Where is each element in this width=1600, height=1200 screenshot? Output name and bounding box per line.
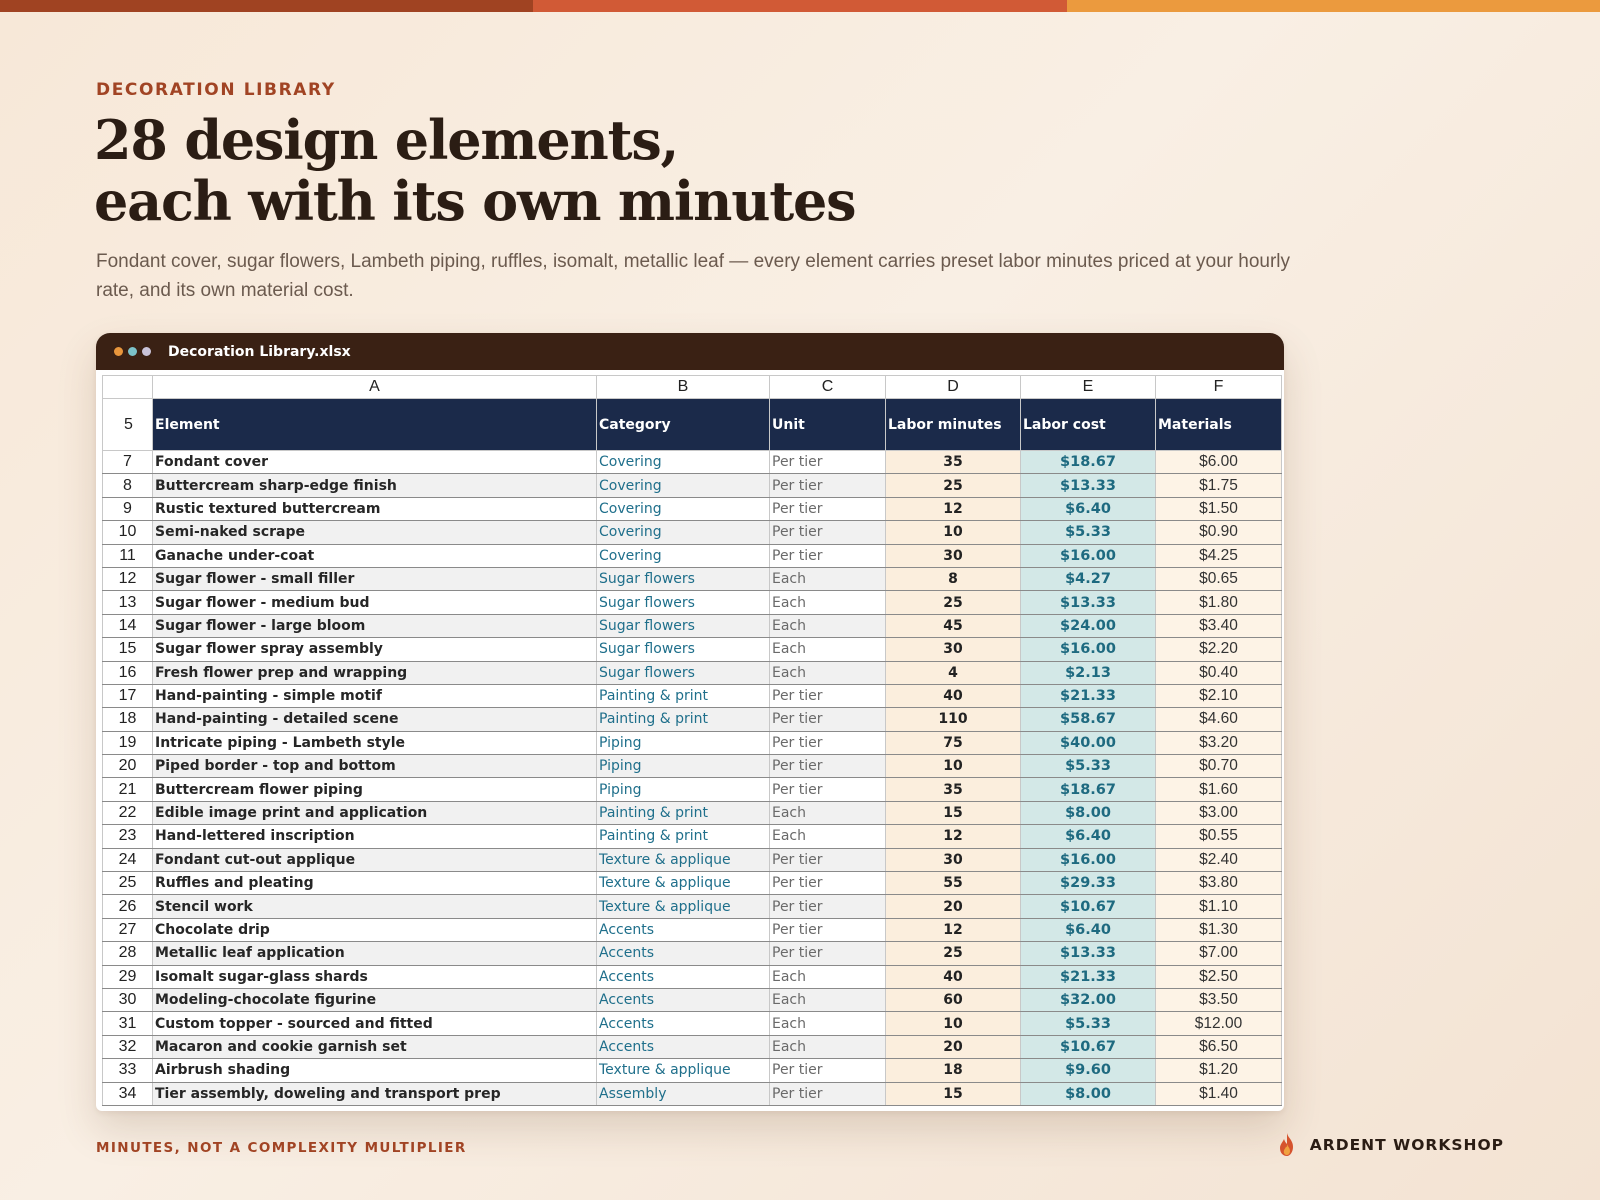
row-number[interactable]: 15	[103, 638, 153, 661]
table-row	[103, 872, 1282, 895]
cell-labor-minutes[interactable]: 60	[886, 988, 1021, 1011]
row-number[interactable]: 8	[103, 474, 153, 497]
cell-element[interactable]: Sugar flower - large bloom	[153, 614, 597, 637]
table-row	[103, 497, 1282, 520]
row-number[interactable]: 11	[103, 544, 153, 567]
header-category[interactable]: Category	[597, 399, 770, 451]
header-labor-cost[interactable]: Labor cost	[1021, 399, 1156, 451]
cell-labor-cost[interactable]: $32.00	[1021, 988, 1156, 1011]
table-row	[103, 778, 1282, 801]
cell-labor-minutes[interactable]: 25	[886, 474, 1021, 497]
cell-materials[interactable]: $1.20	[1156, 1059, 1282, 1082]
cell-labor-cost[interactable]: $24.00	[1021, 614, 1156, 637]
cell-element[interactable]: Intricate piping - Lambeth style	[153, 731, 597, 754]
cell-labor-cost[interactable]: $6.40	[1021, 497, 1156, 520]
cell-labor-cost[interactable]: $13.33	[1021, 942, 1156, 965]
cell-materials[interactable]: $6.50	[1156, 1035, 1282, 1058]
cell-materials[interactable]: $1.60	[1156, 778, 1282, 801]
row-number[interactable]: 27	[103, 918, 153, 941]
cell-unit[interactable]: Per tier	[770, 544, 886, 567]
cell-labor-cost[interactable]: $21.33	[1021, 965, 1156, 988]
cell-element[interactable]: Piped border - top and bottom	[153, 755, 597, 778]
cell-labor-cost[interactable]: $16.00	[1021, 848, 1156, 871]
cell-labor-cost[interactable]: $4.27	[1021, 567, 1156, 590]
table-row	[103, 918, 1282, 941]
row-number[interactable]: 10	[103, 521, 153, 544]
table-row	[103, 591, 1282, 614]
cell-unit[interactable]: Per tier	[770, 474, 886, 497]
cell-unit[interactable]: Per tier	[770, 451, 886, 474]
cell-labor-minutes[interactable]: 20	[886, 895, 1021, 918]
cell-category[interactable]: Texture & applique	[597, 1059, 770, 1082]
header-labor-minutes[interactable]: Labor minutes	[886, 399, 1021, 451]
cell-materials[interactable]: $6.00	[1156, 451, 1282, 474]
table-row	[103, 708, 1282, 731]
cell-element[interactable]: Sugar flower - medium bud	[153, 591, 597, 614]
cell-category[interactable]: Accents	[597, 1035, 770, 1058]
cell-labor-cost[interactable]: $40.00	[1021, 731, 1156, 754]
table-row	[103, 544, 1282, 567]
cell-labor-cost[interactable]: $2.13	[1021, 661, 1156, 684]
section-eyebrow: DECORATION LIBRARY	[96, 80, 336, 100]
row-number[interactable]: 34	[103, 1082, 153, 1105]
cell-labor-cost[interactable]: $13.33	[1021, 591, 1156, 614]
cell-unit[interactable]: Each	[770, 965, 886, 988]
cell-element[interactable]: Stencil work	[153, 895, 597, 918]
cell-materials[interactable]: $2.20	[1156, 638, 1282, 661]
accent-segment-3	[1067, 0, 1600, 12]
cell-element[interactable]: Buttercream flower piping	[153, 778, 597, 801]
cell-category[interactable]: Assembly	[597, 1082, 770, 1105]
cell-materials[interactable]: $4.60	[1156, 708, 1282, 731]
cell-unit[interactable]: Per tier	[770, 918, 886, 941]
cell-unit[interactable]: Per tier	[770, 942, 886, 965]
cell-category[interactable]: Painting & print	[597, 825, 770, 848]
cell-element[interactable]: Fresh flower prep and wrapping	[153, 661, 597, 684]
row-number[interactable]: 26	[103, 895, 153, 918]
cell-labor-cost[interactable]: $10.67	[1021, 1035, 1156, 1058]
row-number[interactable]: 7	[103, 451, 153, 474]
cell-unit[interactable]: Per tier	[770, 521, 886, 544]
cell-category[interactable]: Sugar flowers	[597, 638, 770, 661]
cell-unit[interactable]: Each	[770, 801, 886, 824]
cell-unit[interactable]: Each	[770, 638, 886, 661]
cell-unit[interactable]: Per tier	[770, 848, 886, 871]
cell-unit[interactable]: Each	[770, 591, 886, 614]
cell-unit[interactable]: Each	[770, 825, 886, 848]
cell-unit[interactable]: Each	[770, 1035, 886, 1058]
cell-labor-minutes[interactable]: 55	[886, 872, 1021, 895]
row-number[interactable]: 12	[103, 567, 153, 590]
cell-labor-minutes[interactable]: 10	[886, 521, 1021, 544]
table-row	[103, 1012, 1282, 1035]
top-accent-bar	[0, 0, 1600, 12]
header-unit[interactable]: Unit	[770, 399, 886, 451]
cell-labor-minutes[interactable]: 40	[886, 965, 1021, 988]
column-header-a[interactable]: A	[153, 376, 597, 399]
row-number[interactable]: 25	[103, 872, 153, 895]
table-header-row	[103, 399, 1282, 451]
cell-labor-minutes[interactable]: 18	[886, 1059, 1021, 1082]
table-row	[103, 1082, 1282, 1105]
cell-materials[interactable]: $2.10	[1156, 684, 1282, 707]
row-number[interactable]: 28	[103, 942, 153, 965]
cell-element[interactable]: Sugar flower spray assembly	[153, 638, 597, 661]
brand-mark[interactable]	[1275, 1132, 1504, 1158]
row-number[interactable]: 9	[103, 497, 153, 520]
row-number[interactable]: 29	[103, 965, 153, 988]
cell-category[interactable]: Painting & print	[597, 801, 770, 824]
cell-labor-minutes[interactable]: 10	[886, 1012, 1021, 1035]
row-number[interactable]: 32	[103, 1035, 153, 1058]
header-materials[interactable]: Materials	[1156, 399, 1282, 451]
cell-element[interactable]: Hand-painting - detailed scene	[153, 708, 597, 731]
title-line-2: each with its own minutes	[94, 169, 856, 233]
cell-element[interactable]: Metallic leaf application	[153, 942, 597, 965]
cell-category[interactable]: Sugar flowers	[597, 614, 770, 637]
cell-materials[interactable]: $1.50	[1156, 497, 1282, 520]
row-number[interactable]: 24	[103, 848, 153, 871]
cell-unit[interactable]: Per tier	[770, 778, 886, 801]
row-number[interactable]: 22	[103, 801, 153, 824]
table-row	[103, 614, 1282, 637]
cell-category[interactable]: Accents	[597, 988, 770, 1011]
cell-category[interactable]: Piping	[597, 778, 770, 801]
cell-element[interactable]: Ruffles and pleating	[153, 872, 597, 895]
cell-labor-cost[interactable]: $18.67	[1021, 778, 1156, 801]
cell-labor-minutes[interactable]: 15	[886, 801, 1021, 824]
row-number[interactable]: 19	[103, 731, 153, 754]
cell-unit[interactable]: Per tier	[770, 731, 886, 754]
cell-materials[interactable]: $1.75	[1156, 474, 1282, 497]
cell-category[interactable]: Covering	[597, 451, 770, 474]
row-number[interactable]: 13	[103, 591, 153, 614]
cell-labor-cost[interactable]: $10.67	[1021, 895, 1156, 918]
cell-unit[interactable]: Per tier	[770, 872, 886, 895]
cell-materials[interactable]: $7.00	[1156, 942, 1282, 965]
cell-materials[interactable]: $3.50	[1156, 988, 1282, 1011]
cell-labor-minutes[interactable]: 30	[886, 848, 1021, 871]
cell-element[interactable]: Semi-naked scrape	[153, 521, 597, 544]
cell-materials[interactable]: $3.00	[1156, 801, 1282, 824]
cell-labor-cost[interactable]: $6.40	[1021, 825, 1156, 848]
cell-element[interactable]: Fondant cut-out applique	[153, 848, 597, 871]
cell-unit[interactable]: Per tier	[770, 755, 886, 778]
footer-tagline: MINUTES, NOT A COMPLEXITY MULTIPLIER	[96, 1140, 467, 1156]
cell-materials[interactable]: $2.50	[1156, 965, 1282, 988]
table-row	[103, 521, 1282, 544]
cell-category[interactable]: Painting & print	[597, 708, 770, 731]
cell-element[interactable]: Ganache under-coat	[153, 544, 597, 567]
cell-unit[interactable]: Per tier	[770, 1059, 886, 1082]
cell-category[interactable]: Sugar flowers	[597, 567, 770, 590]
table-row	[103, 684, 1282, 707]
column-header-f[interactable]: F	[1156, 376, 1282, 399]
cell-materials[interactable]: $0.65	[1156, 567, 1282, 590]
cell-materials[interactable]: $3.80	[1156, 872, 1282, 895]
cell-unit[interactable]: Each	[770, 661, 886, 684]
cell-labor-cost[interactable]: $13.33	[1021, 474, 1156, 497]
table-row	[103, 988, 1282, 1011]
cell-labor-cost[interactable]: $21.33	[1021, 684, 1156, 707]
cell-element[interactable]: Edible image print and application	[153, 801, 597, 824]
cell-labor-minutes[interactable]: 12	[886, 497, 1021, 520]
cell-element[interactable]: Custom topper - sourced and fitted	[153, 1012, 597, 1035]
cell-labor-minutes[interactable]: 110	[886, 708, 1021, 731]
cell-labor-minutes[interactable]: 75	[886, 731, 1021, 754]
cell-materials[interactable]: $4.25	[1156, 544, 1282, 567]
cell-materials[interactable]: $12.00	[1156, 1012, 1282, 1035]
cell-materials[interactable]: $0.70	[1156, 755, 1282, 778]
cell-materials[interactable]: $1.30	[1156, 918, 1282, 941]
column-header-e[interactable]: E	[1021, 376, 1156, 399]
cell-labor-minutes[interactable]: 4	[886, 661, 1021, 684]
cell-materials[interactable]: $0.90	[1156, 521, 1282, 544]
cell-materials[interactable]: $1.10	[1156, 895, 1282, 918]
cell-materials[interactable]: $0.40	[1156, 661, 1282, 684]
cell-element[interactable]: Isomalt sugar-glass shards	[153, 965, 597, 988]
row-number[interactable]: 17	[103, 684, 153, 707]
page-title	[94, 110, 1294, 232]
cell-labor-minutes[interactable]: 30	[886, 638, 1021, 661]
cell-category[interactable]: Texture & applique	[597, 895, 770, 918]
cell-category[interactable]: Covering	[597, 474, 770, 497]
cell-element[interactable]: Fondant cover	[153, 451, 597, 474]
flame-icon	[1275, 1132, 1299, 1158]
table-row	[103, 451, 1282, 474]
cell-unit[interactable]: Each	[770, 614, 886, 637]
cell-labor-minutes[interactable]: 10	[886, 755, 1021, 778]
page-subtitle: Fondant cover, sugar flowers, Lambeth piping, ruffles, isomalt, metallic leaf — every element carries preset labor minutes priced at your hourly rate, and its own material cost.	[96, 251, 1291, 301]
row-number[interactable]: 18	[103, 708, 153, 731]
cell-element[interactable]: Buttercream sharp-edge finish	[153, 474, 597, 497]
table-row	[103, 895, 1282, 918]
header-element[interactable]: Element	[153, 399, 597, 451]
cell-labor-cost[interactable]: $6.40	[1021, 918, 1156, 941]
cell-unit[interactable]: Each	[770, 1012, 886, 1035]
cell-unit[interactable]: Each	[770, 567, 886, 590]
cell-labor-minutes[interactable]: 40	[886, 684, 1021, 707]
window-dot-teal-icon[interactable]	[128, 347, 137, 356]
cell-unit[interactable]: Per tier	[770, 497, 886, 520]
cell-category[interactable]: Painting & print	[597, 684, 770, 707]
cell-labor-cost[interactable]: $8.00	[1021, 1082, 1156, 1105]
table-body	[103, 451, 1282, 1106]
cell-element[interactable]: Tier assembly, doweling and transport prep	[153, 1082, 597, 1105]
table-row	[103, 731, 1282, 754]
cell-labor-cost[interactable]: $9.60	[1021, 1059, 1156, 1082]
row-number[interactable]: 14	[103, 614, 153, 637]
table-row	[103, 474, 1282, 497]
cell-materials[interactable]: $1.40	[1156, 1082, 1282, 1105]
window-filename: Decoration Library.xlsx	[168, 343, 351, 360]
table-row	[103, 801, 1282, 824]
table-row	[103, 638, 1282, 661]
cell-category[interactable]: Texture & applique	[597, 848, 770, 871]
cell-labor-minutes[interactable]: 25	[886, 591, 1021, 614]
cell-category[interactable]: Texture & applique	[597, 872, 770, 895]
table-row	[103, 965, 1282, 988]
cell-materials[interactable]: $3.20	[1156, 731, 1282, 754]
cell-category[interactable]: Accents	[597, 1012, 770, 1035]
cell-category[interactable]: Covering	[597, 544, 770, 567]
cell-element[interactable]: Sugar flower - small filler	[153, 567, 597, 590]
column-letter-row	[103, 376, 1282, 399]
cell-category[interactable]: Piping	[597, 755, 770, 778]
table-row	[103, 825, 1282, 848]
column-header-b[interactable]: B	[597, 376, 770, 399]
title-line-1: 28 design elements,	[94, 108, 679, 172]
row-number[interactable]: 23	[103, 825, 153, 848]
decoration-table	[102, 375, 1282, 1106]
cell-labor-minutes[interactable]: 30	[886, 544, 1021, 567]
table-row	[103, 848, 1282, 871]
window-dot-lilac-icon[interactable]	[142, 347, 151, 356]
row-number[interactable]: 20	[103, 755, 153, 778]
accent-segment-1	[0, 0, 533, 12]
cell-element[interactable]: Chocolate drip	[153, 918, 597, 941]
cell-element[interactable]: Hand-lettered inscription	[153, 825, 597, 848]
cell-element[interactable]: Airbrush shading	[153, 1059, 597, 1082]
table-row	[103, 755, 1282, 778]
cell-labor-minutes[interactable]: 35	[886, 451, 1021, 474]
table-row	[103, 661, 1282, 684]
row-number[interactable]: 30	[103, 988, 153, 1011]
row-number[interactable]: 21	[103, 778, 153, 801]
cell-category[interactable]: Accents	[597, 918, 770, 941]
cell-labor-cost[interactable]: $5.33	[1021, 521, 1156, 544]
table-row	[103, 567, 1282, 590]
cell-labor-cost[interactable]: $29.33	[1021, 872, 1156, 895]
cell-labor-minutes[interactable]: 25	[886, 942, 1021, 965]
cell-labor-cost[interactable]: $18.67	[1021, 451, 1156, 474]
cell-labor-cost[interactable]: $8.00	[1021, 801, 1156, 824]
brand-name: ARDENT WORKSHOP	[1309, 1136, 1504, 1154]
cell-labor-minutes[interactable]: 35	[886, 778, 1021, 801]
table-row	[103, 1035, 1282, 1058]
cell-element[interactable]: Hand-painting - simple motif	[153, 684, 597, 707]
row-number[interactable]: 33	[103, 1059, 153, 1082]
cell-labor-minutes[interactable]: 12	[886, 918, 1021, 941]
cell-category[interactable]: Covering	[597, 497, 770, 520]
accent-segment-2	[533, 0, 1066, 12]
cell-labor-minutes[interactable]: 15	[886, 1082, 1021, 1105]
cell-unit[interactable]: Per tier	[770, 708, 886, 731]
cell-category[interactable]: Sugar flowers	[597, 591, 770, 614]
row-number[interactable]: 16	[103, 661, 153, 684]
cell-labor-cost[interactable]: $5.33	[1021, 1012, 1156, 1035]
window-dot-orange-icon[interactable]	[114, 347, 123, 356]
cell-unit[interactable]: Per tier	[770, 684, 886, 707]
cell-element[interactable]: Rustic textured buttercream	[153, 497, 597, 520]
cell-category[interactable]: Accents	[597, 942, 770, 965]
cell-element[interactable]: Macaron and cookie garnish set	[153, 1035, 597, 1058]
cell-materials[interactable]: $2.40	[1156, 848, 1282, 871]
cell-category[interactable]: Piping	[597, 731, 770, 754]
cell-category[interactable]: Accents	[597, 965, 770, 988]
cell-labor-minutes[interactable]: 20	[886, 1035, 1021, 1058]
row-number[interactable]: 5	[103, 399, 153, 451]
cell-labor-cost[interactable]: $58.67	[1021, 708, 1156, 731]
cell-category[interactable]: Covering	[597, 521, 770, 544]
spreadsheet-window	[96, 333, 1284, 1111]
cell-labor-minutes[interactable]: 12	[886, 825, 1021, 848]
cell-labor-cost[interactable]: $16.00	[1021, 638, 1156, 661]
cell-labor-cost[interactable]: $16.00	[1021, 544, 1156, 567]
cell-unit[interactable]: Each	[770, 988, 886, 1011]
cell-materials[interactable]: $3.40	[1156, 614, 1282, 637]
cell-unit[interactable]: Per tier	[770, 895, 886, 918]
cell-labor-cost[interactable]: $5.33	[1021, 755, 1156, 778]
column-header-c[interactable]: C	[770, 376, 886, 399]
cell-materials[interactable]: $0.55	[1156, 825, 1282, 848]
cell-element[interactable]: Modeling-chocolate figurine	[153, 988, 597, 1011]
cell-materials[interactable]: $1.80	[1156, 591, 1282, 614]
window-titlebar	[96, 333, 1284, 370]
cell-unit[interactable]: Per tier	[770, 1082, 886, 1105]
cell-category[interactable]: Sugar flowers	[597, 661, 770, 684]
select-all-corner[interactable]	[103, 376, 153, 399]
cell-labor-minutes[interactable]: 8	[886, 567, 1021, 590]
table-row	[103, 942, 1282, 965]
column-header-d[interactable]: D	[886, 376, 1021, 399]
cell-labor-minutes[interactable]: 45	[886, 614, 1021, 637]
row-number[interactable]: 31	[103, 1012, 153, 1035]
table-row	[103, 1059, 1282, 1082]
